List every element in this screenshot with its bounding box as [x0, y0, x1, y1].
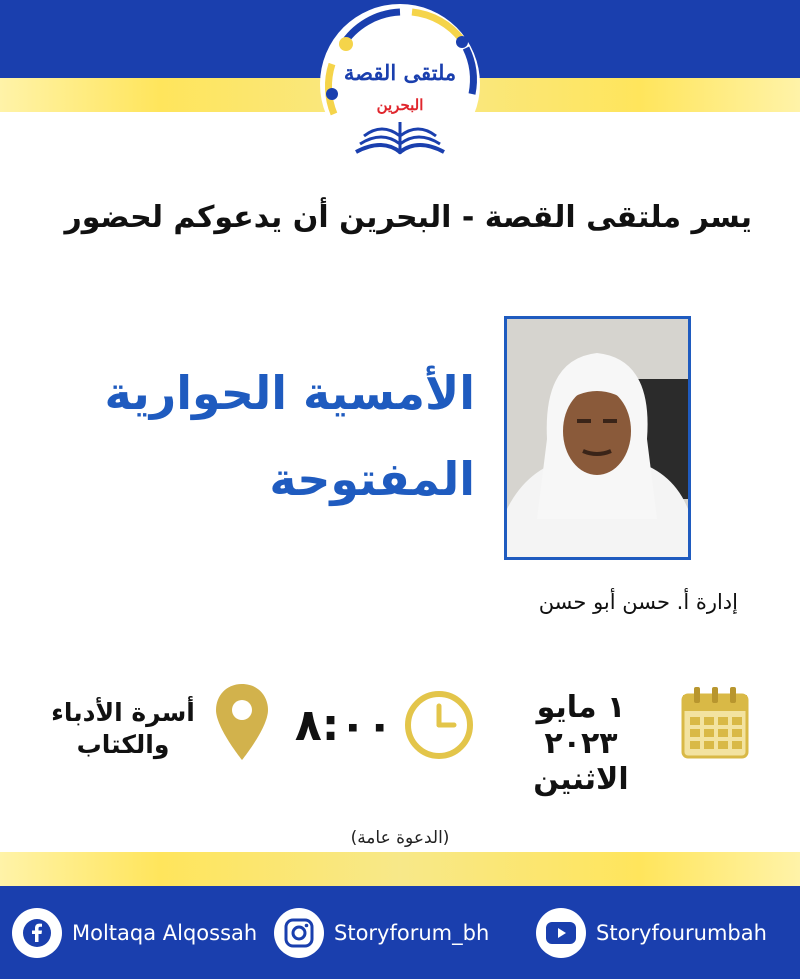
youtube-label: Storyfourumbah — [596, 921, 767, 945]
logo-emblem — [312, 4, 488, 172]
instagram-icon — [274, 908, 324, 958]
moderator-photo — [504, 316, 691, 560]
clock-icon — [404, 690, 474, 764]
event-venue — [50, 697, 196, 761]
event-title-line1: الأمسية الحوارية — [104, 366, 475, 420]
event-weekday: الاثنين — [533, 762, 629, 797]
logo-subtitle: البحرين — [376, 96, 424, 114]
invitation-text: يسر ملتقى القصة - البحرين أن يدعوكم لحضور — [64, 200, 752, 235]
calendar-icon — [680, 685, 750, 765]
event-date-line1: ١ مايو ٢٠٢٣ — [536, 690, 626, 761]
moderator-name: إدارة أ. حسن أبو حسن — [538, 590, 738, 614]
facebook-link[interactable] — [12, 906, 257, 960]
event-time: ٨:٠٠ — [294, 700, 394, 751]
instagram-link[interactable] — [274, 906, 489, 960]
event-date — [496, 690, 666, 798]
forum-logo — [312, 4, 488, 172]
youtube-icon — [536, 908, 586, 958]
venue-line2: والكتاب — [76, 730, 170, 759]
instagram-label: Storyforum_bh — [334, 921, 490, 945]
logo-title: ملتقى القصة — [343, 60, 457, 85]
bottom-gold-band — [0, 852, 800, 886]
venue-line1: أسرة الأدباء — [51, 698, 195, 727]
facebook-label: Moltaqa Alqossah — [72, 921, 258, 945]
youtube-link[interactable] — [536, 906, 767, 960]
event-title-line2: المفتوحة — [269, 452, 475, 506]
location-pin-icon — [212, 682, 272, 768]
public-invitation-note: (الدعوة عامة) — [350, 828, 450, 848]
facebook-icon — [12, 908, 62, 958]
